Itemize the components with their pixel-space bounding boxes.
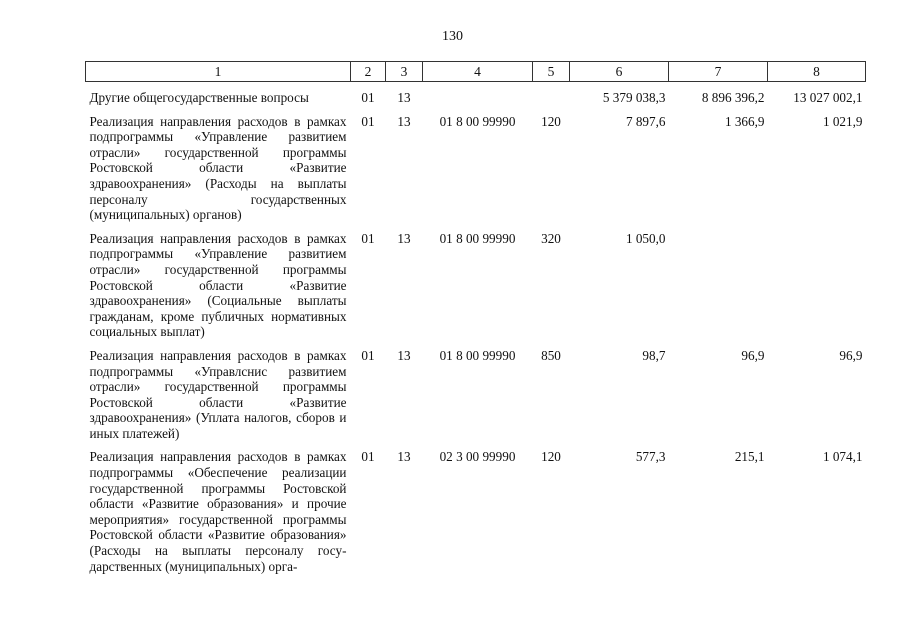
row-amount-col7	[669, 231, 768, 348]
row-amount-col6: 1 050,0	[625, 230, 666, 246]
row-expense-type: 120	[541, 449, 561, 465]
table-row	[86, 449, 866, 582]
header-row	[86, 62, 866, 82]
row-section: 01	[361, 113, 375, 129]
row-amount-col7: 1 366,9	[724, 113, 765, 129]
column-header: 7	[669, 62, 768, 82]
row-name: Реализация направления расходов в рамках подпрограммы «Обеспечение реализации государственной программы Ростовской области «Развитие образования» и прочие мероприятия» государственной программы Ростовской области «Развитие образования» (Расходы на выплаты персоналу государственных (муниципальных) орга-	[89, 449, 347, 574]
row-target-code	[423, 82, 533, 114]
table-row	[86, 82, 866, 114]
column-header: 2	[351, 62, 386, 82]
row-amount-col8: 96,9	[839, 347, 863, 363]
row-amount-col6: 7 897,6	[625, 113, 666, 129]
row-expense-type: 120	[541, 113, 561, 129]
column-header: 6	[570, 62, 669, 82]
row-name: Реализация направления расходов в рамках подпрограммы «Управление развитием отрасли» государственной программы Ростовской области «Развитие здравоохранения» (Расходы на выплаты персоналу государственных (муниципальных) органов)	[89, 113, 347, 223]
row-amount-col6: 5 379 038,3	[602, 90, 666, 105]
column-header: 4	[423, 62, 533, 82]
table-body	[86, 82, 866, 583]
row-name: Реализация направления расходов в рамках подпрограммы «Управлснис развитием отрасли» государственной программы Ростовской области «Развитие здравоохранения» (Уплата налогов, сборов и иных платежей)	[89, 347, 347, 441]
row-amount-col8: 13 027 002,1	[793, 90, 863, 105]
row-amount-col6: 577,3	[635, 449, 666, 465]
row-amount-col6: 98,7	[642, 347, 666, 363]
row-amount-col7: 215,1	[734, 449, 765, 465]
row-name: Реализация направления расходов в рамках подпрограммы «Управление развитием отрасли» государственной программы Ростовской области «Развитие здравоохранения» (Социальные выплаты гражданам, кроме публичных нормативных социальных выплат)	[89, 230, 347, 340]
column-header: 1	[86, 62, 351, 82]
row-expense-type: 850	[541, 347, 561, 363]
row-amount-col8	[768, 231, 866, 348]
row-expense-type: 320	[541, 230, 561, 246]
row-amount-col7: 96,9	[741, 347, 765, 363]
row-subsection: 13	[397, 347, 411, 363]
row-target-code: 01 8 00 99990	[439, 113, 516, 129]
budget-table	[85, 61, 866, 582]
table-row	[86, 348, 866, 450]
row-subsection: 13	[397, 449, 411, 465]
row-amount-col8: 1 074,1	[822, 449, 863, 465]
row-expense-type	[533, 82, 570, 114]
row-subsection: 13	[397, 90, 411, 105]
row-name: Другие общегосударственные вопросы	[89, 90, 309, 105]
page-number: 130	[442, 29, 463, 44]
row-section: 01	[361, 449, 375, 465]
table-row	[86, 231, 866, 348]
row-target-code: 02 3 00 99990	[439, 449, 516, 465]
table-row	[86, 114, 866, 231]
row-subsection: 13	[397, 230, 411, 246]
row-section: 01	[361, 230, 375, 246]
table-header	[86, 62, 866, 82]
row-target-code: 01 8 00 99990	[439, 230, 516, 246]
column-header: 8	[768, 62, 866, 82]
row-section: 01	[361, 90, 375, 105]
row-subsection: 13	[397, 113, 411, 129]
row-target-code: 01 8 00 99990	[439, 347, 516, 363]
column-header: 5	[533, 62, 570, 82]
row-amount-col8: 1 021,9	[822, 113, 863, 129]
column-header: 3	[386, 62, 423, 82]
row-section: 01	[361, 347, 375, 363]
row-amount-col7: 8 896 396,2	[701, 90, 765, 105]
